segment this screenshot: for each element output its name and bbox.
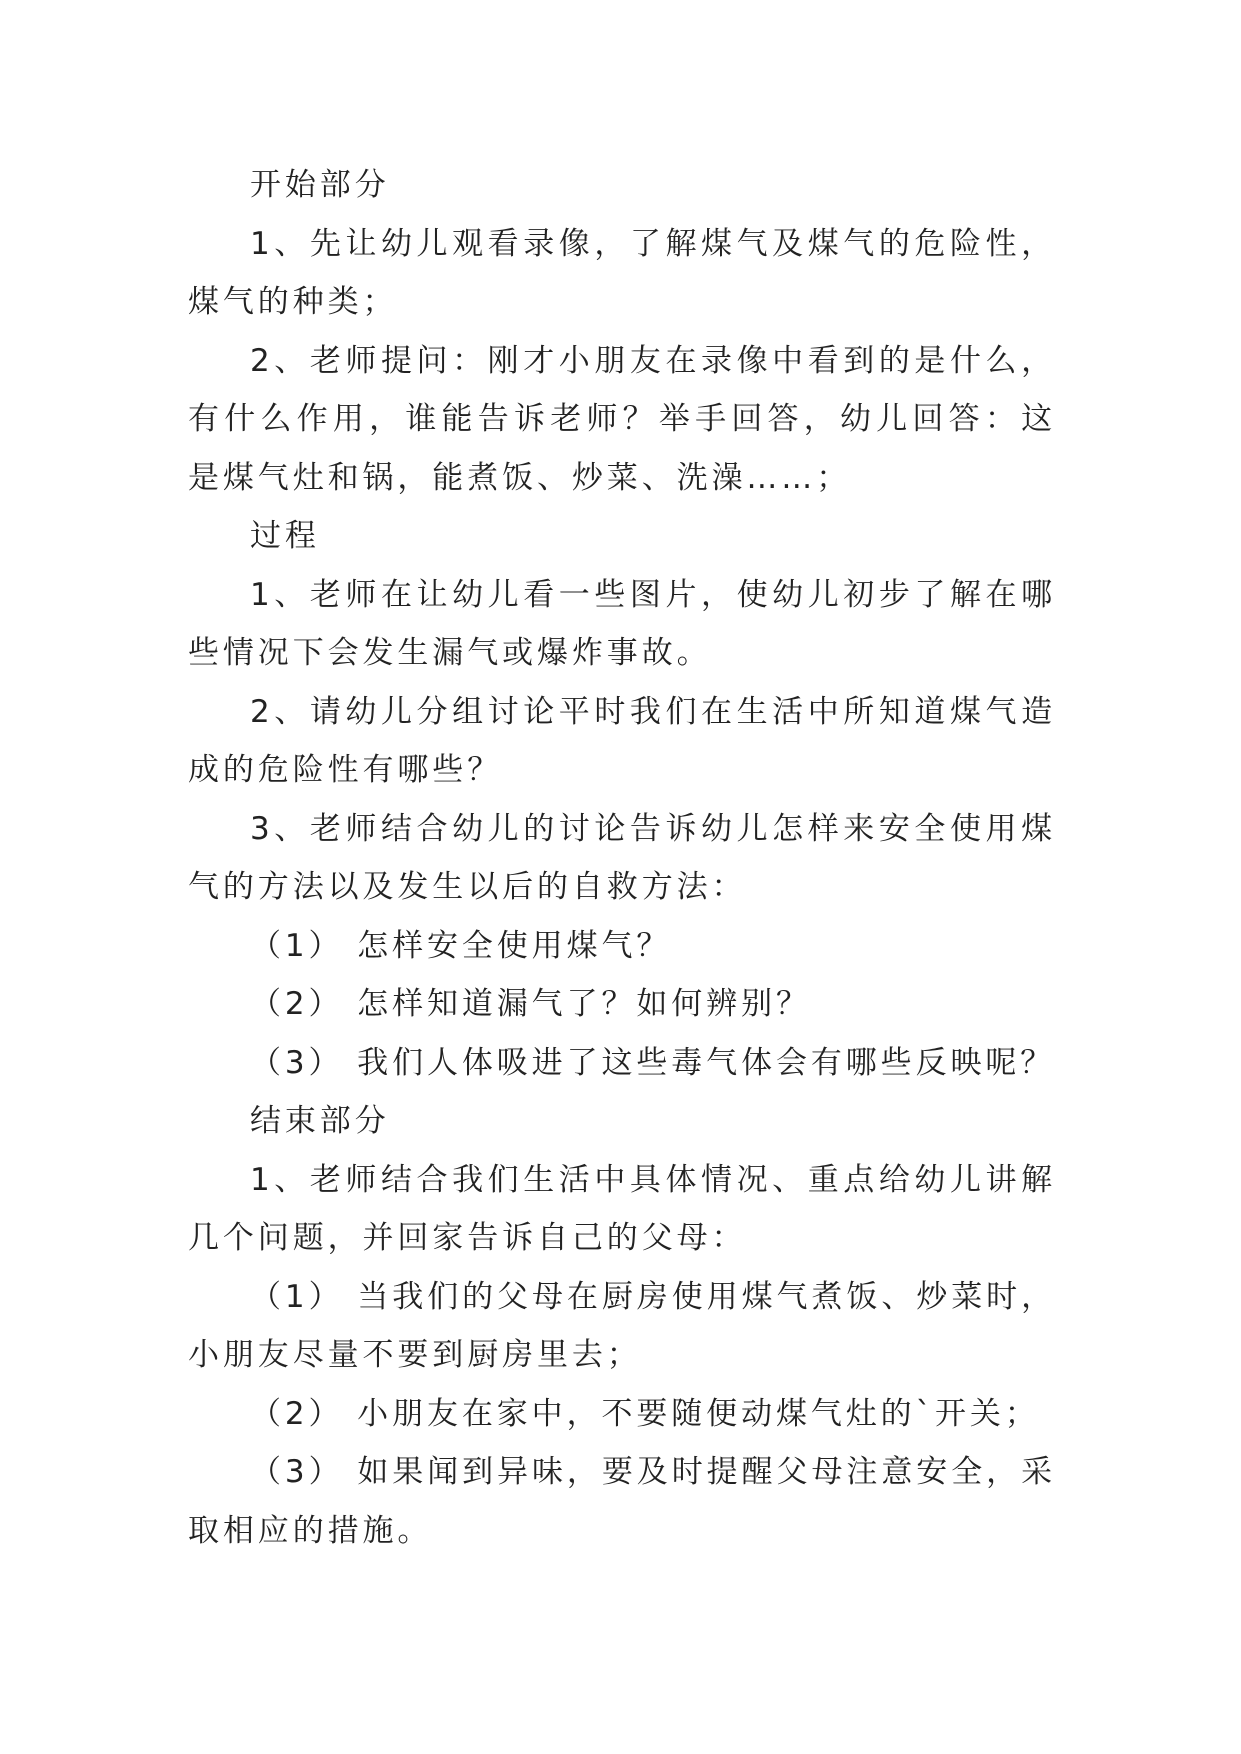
sub-item: （3） 我们人体吸进了这些毒气体会有哪些反映呢？ [250, 1044, 1056, 1081]
document-body [188, 156, 1056, 1560]
sub-item: （1） 怎样安全使用煤气？ [250, 927, 672, 964]
sub-item: （3） 如果闻到异味，要及时提醒父母注意安全，采取相应的措施。 [188, 1454, 1056, 1549]
paragraph: 2、请幼儿分组讨论平时我们在生活中所知道煤气造成的危险性有哪些？ [188, 693, 1056, 788]
paragraph: 1、老师在让幼儿看一些图片，使幼儿初步了解在哪些情况下会发生漏气或爆炸事故。 [188, 576, 1056, 671]
section-heading-start: 开始部分 [250, 167, 390, 203]
paragraph: 1、老师结合我们生活中具体情况、重点给幼儿讲解几个问题，并回家告诉自己的父母： [188, 1161, 1056, 1256]
sub-item: （2） 怎样知道漏气了？如何辨别？ [250, 986, 811, 1022]
section-heading-process: 过程 [250, 518, 320, 554]
sub-item: （1） 当我们的父母在厨房使用煤气煮饭、炒菜时，小朋友尽量不要到厨房里去； [188, 1278, 1056, 1373]
sub-item: （2） 小朋友在家中，不要随便动煤气灶的`开关； [250, 1395, 1040, 1432]
paragraph: 1、先让幼儿观看录像，了解煤气及煤气的危险性，煤气的种类； [188, 225, 1056, 320]
paragraph: 2、老师提问：刚才小朋友在录像中看到的是什么，有什么作用，谁能告诉老师？举手回答，幼儿回答：这是煤气灶和锅，能煮饭、炒菜、洗澡……； [188, 342, 1056, 496]
paragraph: 3、老师结合幼儿的讨论告诉幼儿怎样来安全使用煤气的方法以及发生以后的自救方法： [188, 810, 1056, 905]
section-heading-end: 结束部分 [250, 1103, 390, 1139]
